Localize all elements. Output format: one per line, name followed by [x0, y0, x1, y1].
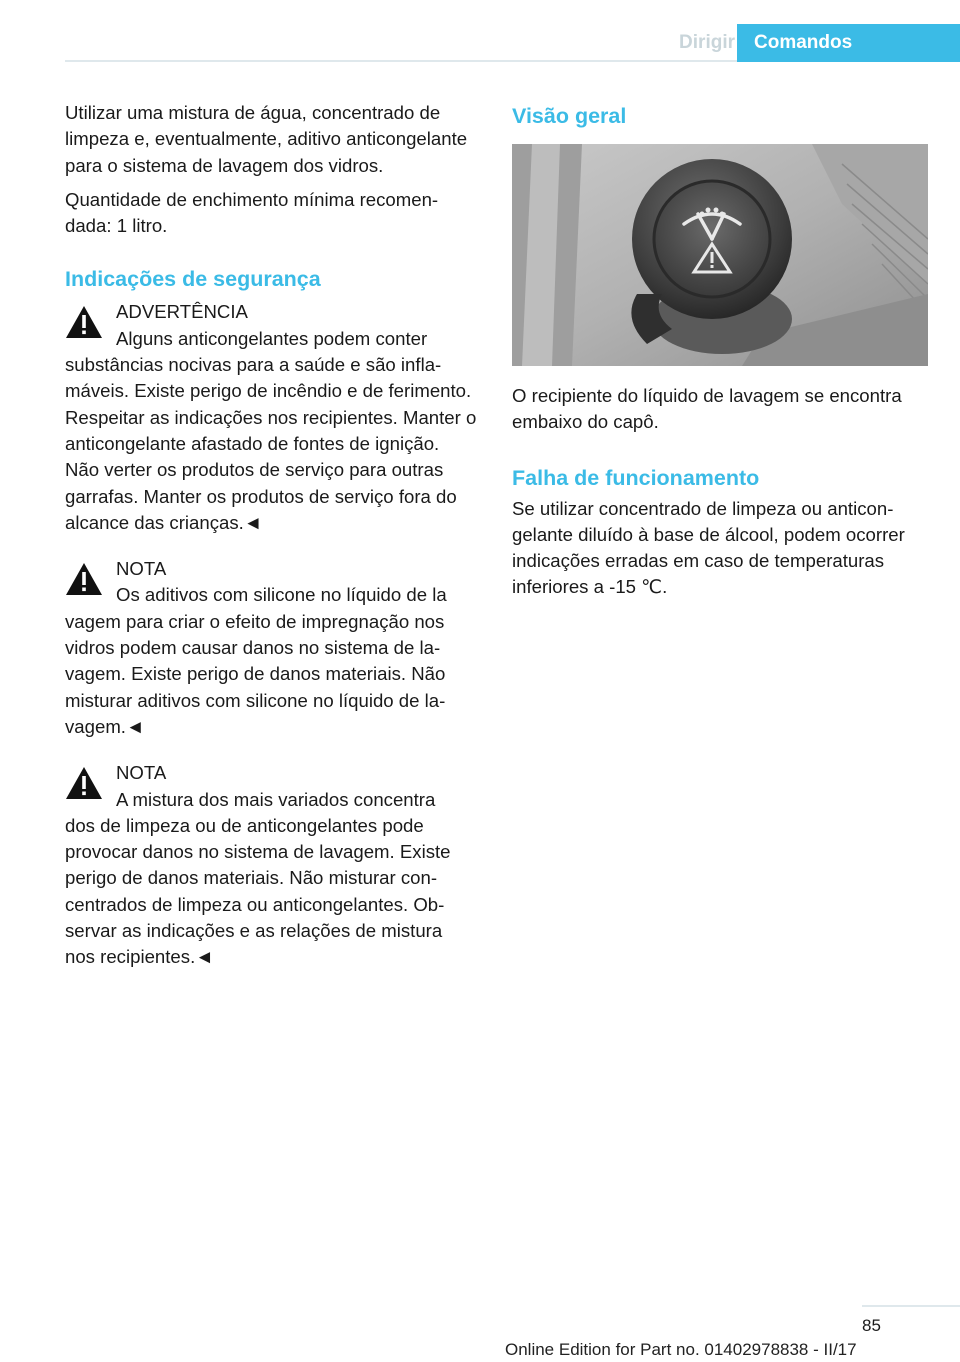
page-number: 85 [862, 1316, 881, 1335]
right-column [512, 100, 940, 601]
footer-rule [862, 1305, 960, 1307]
note-block-2 [65, 760, 477, 970]
header-chapter-tab[interactable]: Comandos [737, 24, 960, 62]
warning-body: substâncias nocivas para a saúde e são inflamáveis. Existe perigo de incêndio e de ferimento. Respeitar as indicações nos recipientes. Manter o anticongelante afastado de fontes de ignição. Não verter os produtos de serviço para outras garrafas. Manter os produtos de serviço fora do alcance das crianças.◄ [65, 354, 477, 533]
left-column [65, 100, 477, 991]
warning-body-first-line: Alguns anticongelantes podem conter [116, 327, 428, 349]
overview-heading: Visão geral [512, 104, 627, 128]
note-body: vagem para criar o efeito de impregnação nos vidros podem causar danos no sistema de lavagem. Existe perigo de danos materiais. Não misturar aditivos com silicone no líquido de lavagem.◄ [65, 610, 446, 737]
note-title: NOTA [116, 558, 167, 580]
washer-reservoir-cap-image [512, 144, 928, 366]
note-body: dos de limpeza ou de anticongelantes pode provocar danos no sistema de lavagem. Existe perigo de danos materiais. Não misturar concentrados de limpeza ou anticongelantes. Observar as indicações e as relações de mistura nos recipientes.◄ [65, 814, 451, 968]
malfunction-heading: Falha de funcionamento [512, 465, 760, 490]
note-body-first-line: Os aditivos com silicone no líquido de la [116, 584, 447, 606]
image-caption: O recipiente do líquido de lavagem se encontra embaixo do capô. [512, 385, 902, 433]
note-title: NOTA [116, 762, 167, 784]
header-section[interactable]: Dirigir [679, 32, 735, 53]
safety-heading: Indicações de segurança [65, 267, 321, 292]
malfunction-body: Se utilizar concentrado de limpeza ou anticongelante diluído à base de álcool, podem ocorrer indicações erradas em caso de temperaturas inferiores a ‑15 ℃. [512, 497, 905, 598]
note-block-1 [65, 556, 477, 740]
warning-triangle-icon [65, 766, 103, 800]
warning-triangle-icon [65, 562, 103, 596]
warning-block-1 [65, 299, 477, 536]
note-body-first-line: A mistura dos mais variados concentra [116, 788, 436, 810]
warning-triangle-icon [65, 305, 103, 339]
intro-paragraph-2: Quantidade de enchimento mínima recomendada: 1 litro. [65, 188, 439, 237]
warning-title: ADVERTÊNCIA [116, 301, 248, 323]
footer-edition-text: Online Edition for Part no. 01402978838 - II/17 [505, 1340, 857, 1359]
intro-paragraph-1: Utilizar uma mistura de água, concentrado de limpeza e, eventualmente, aditivo anticongelante para o sistema de lavagem dos vidros. [65, 102, 468, 176]
